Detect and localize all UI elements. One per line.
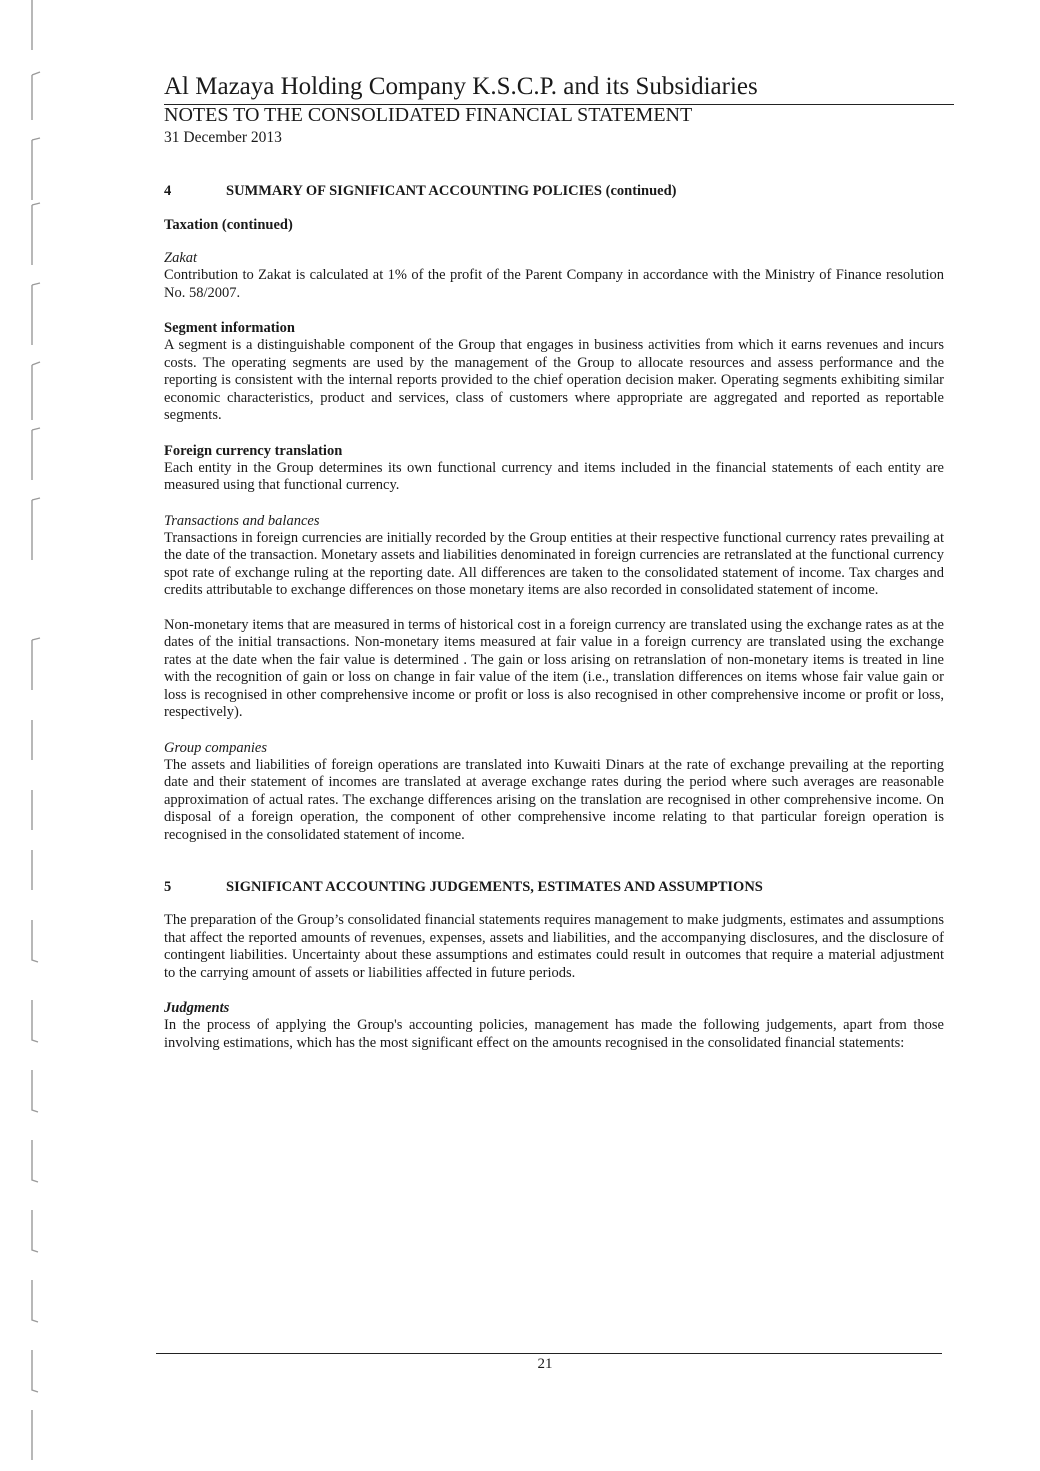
zakat-block xyxy=(164,249,944,302)
section-5-number: 5 xyxy=(164,879,172,895)
section-5-intro-block xyxy=(164,912,944,982)
zakat-text: Contribution to Zakat is calculated at 1% of the profit of the Parent Company in accordance with the Ministry of Finance resolution No. 58/2007. xyxy=(164,267,944,301)
group-companies-block xyxy=(164,739,944,845)
section-4-number: 4 xyxy=(164,183,172,199)
statement-date: 31 December 2013 xyxy=(164,129,282,146)
foreign-currency-block xyxy=(164,442,944,495)
segment-text: A segment is a distinguishable component of the Group that engages in business activities from which it earns revenues and incurs costs. The operating segments are used by the management of the Group to allocate resources and assess performance and the reporting is consistent with the internal reports provided to the chief operation decision maker. Operating segments exhibiting similar economic characteristics, product and services, class of customers where appropriate are aggregated and reported as reportable segments. xyxy=(164,337,944,423)
footer-rule xyxy=(156,1353,942,1354)
zakat-title: Zakat xyxy=(164,250,198,266)
section-5-title: SIGNIFICANT ACCOUNTING JUDGEMENTS, ESTIMATES AND ASSUMPTIONS xyxy=(226,879,763,895)
transactions-text-2: Non-monetary items that are measured in terms of historical cost in a foreign currency are translated using the exchange rates as at the dates of the initial transactions. Non-monetary items measured at fair value in a foreign currency are translated using the exchange rates at the date when the fair value is determined . The gain or loss arising on retranslation of non-monetary items is treated in line with the recognition of gain or loss on change in fair value of the item (i.e., translation differences on items whose fair value gain or loss is recognised in other comprehensive income or profit or loss is also recognised in other comprehensive income or profit or loss, respectively). xyxy=(164,616,944,720)
transactions-title: Transactions and balances xyxy=(164,512,320,529)
judgments-text: In the process of applying the Group's accounting policies, management has made the following judgements, apart from those involving estimations, which has the most significant effect on the amounts recognised in the consolidated financial statements: xyxy=(164,1017,944,1051)
section-5-heading xyxy=(164,878,944,896)
taxation-heading: Taxation (continued) xyxy=(164,217,293,233)
group-companies-title: Group companies xyxy=(164,739,267,756)
notes-title: NOTES TO THE CONSOLIDATED FINANCIAL STATEMENT xyxy=(164,104,693,126)
foreign-currency-title: Foreign currency translation xyxy=(164,442,343,459)
judgments-block xyxy=(164,999,944,1052)
group-companies-text: The assets and liabilities of foreign operations are translated into Kuwaiti Dinars at the rate of exchange prevailing at the reporting date and their statement of incomes are translated at average exchange rates during the period where such averages are reasonable approximation of actual rates. The exchange differences arising on the translation are recognised in other comprehensive income. On disposal of a foreign operation, the component of other comprehensive income relating to that particular foreign operation is recognised in the consolidated statement of income. xyxy=(164,756,944,843)
judgments-title: Judgments xyxy=(164,1000,230,1016)
section-5-intro: The preparation of the Group’s consolidated financial statements requires management to make judgments, estimates and assumptions that affect the reported amounts of revenues, expenses, assets and liabilities, and the accompanying disclosures, and the disclosure of contingent liabilities. Uncertainty about these assumptions and estimates could result in outcomes that require a material adjustment to the carrying amount of assets or liabilities affected in future periods. xyxy=(164,912,944,981)
company-name: Al Mazaya Holding Company K.S.C.P. and its Subsidiaries xyxy=(164,73,758,100)
binding-edge-marks xyxy=(14,0,44,1471)
transactions-text-1: Transactions in foreign currencies are initially recorded by the Group entities at their respective functional currency rates prevailing at the date of the transaction. Monetary assets and liabilities denominated in foreign currencies are retranslated at the functional currency spot rate of exchange ruling at the reporting date. All differences are taken to the consolidated statement of income. Tax charges and credits attributable to exchange differences on those monetary items are also recorded in consolidated statement of income. xyxy=(164,529,944,598)
foreign-currency-text: Each entity in the Group determines its own functional currency and items included in the financial statements of each entity are measured using that functional currency. xyxy=(164,459,944,493)
non-monetary-block xyxy=(164,617,944,722)
transactions-block xyxy=(164,512,944,600)
segment-block xyxy=(164,319,944,425)
page-number: 21 xyxy=(537,1356,553,1372)
document-page xyxy=(164,72,944,1069)
section-4-title: SUMMARY OF SIGNIFICANT ACCOUNTING POLICIES (continued) xyxy=(226,183,677,199)
section-4-heading xyxy=(164,182,944,200)
segment-title: Segment information xyxy=(164,320,295,336)
